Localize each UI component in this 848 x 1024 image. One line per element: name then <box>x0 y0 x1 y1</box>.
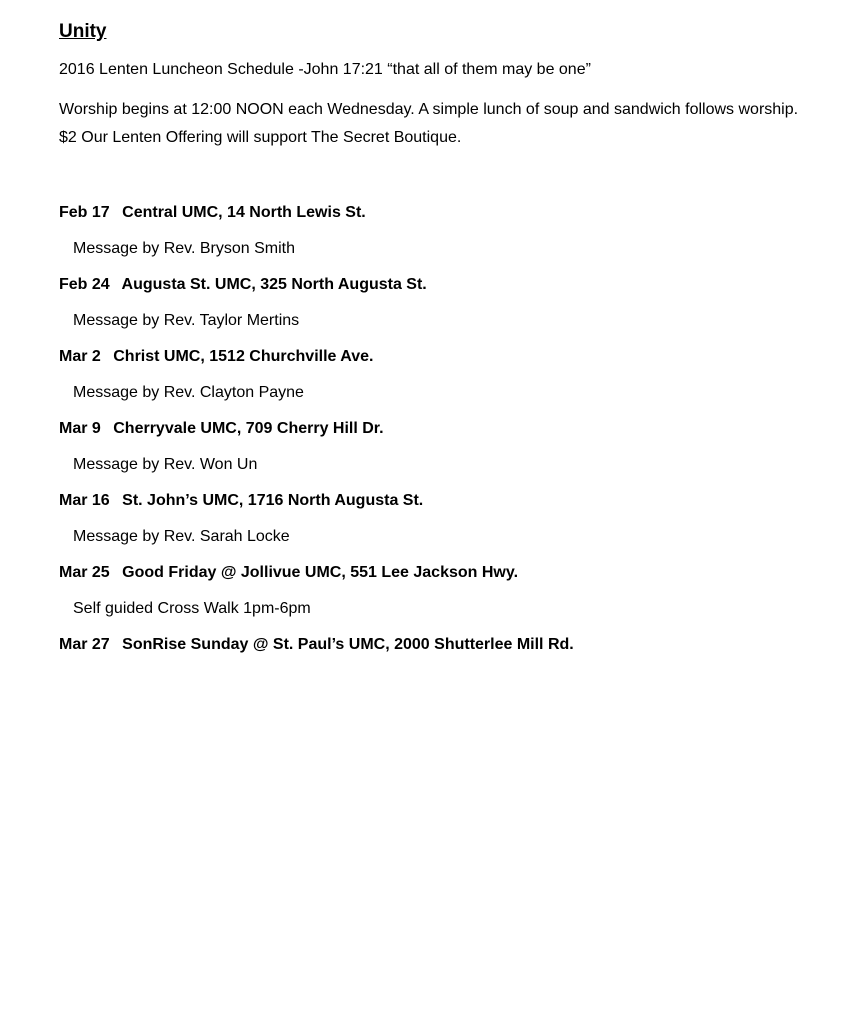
entry-heading <box>59 418 819 440</box>
entry-location: SonRise Sunday @ St. Paul’s UMC, 2000 Shutterlee Mill Rd. <box>122 636 574 653</box>
entry-date: Mar 16 <box>59 492 110 509</box>
entry-date: Mar 25 <box>59 564 110 581</box>
entry-detail: Message by Rev. Clayton Payne <box>73 384 304 401</box>
entry-detail: Message by Rev. Won Un <box>73 456 258 473</box>
entry-date: Feb 24 <box>59 276 110 293</box>
entry-location: Central UMC, 14 North Lewis St. <box>122 204 366 221</box>
schedule-entry <box>59 562 819 620</box>
document-page <box>59 20 819 672</box>
entry-date: Mar 9 <box>59 420 101 437</box>
schedule-entry <box>59 202 819 260</box>
entry-location: Augusta St. UMC, 325 North Augusta St. <box>121 276 427 293</box>
entry-heading <box>59 490 819 512</box>
schedule-subtitle: 2016 Lenten Luncheon Schedule -John 17:21 “that all of them may be one” <box>59 61 591 78</box>
entry-location: St. John’s UMC, 1716 North Augusta St. <box>122 492 424 509</box>
schedule-entry <box>59 418 819 476</box>
entry-heading <box>59 634 819 656</box>
entry-detail: Message by Rev. Bryson Smith <box>73 240 296 257</box>
luncheon-schedule <box>59 202 819 656</box>
schedule-entry <box>59 274 819 332</box>
entry-date: Feb 17 <box>59 204 110 221</box>
schedule-entry <box>59 490 819 548</box>
entry-location: Good Friday @ Jollivue UMC, 551 Lee Jackson Hwy. <box>122 564 519 581</box>
entry-heading <box>59 274 819 296</box>
schedule-entry <box>59 634 819 656</box>
entry-detail: Self guided Cross Walk 1pm-6pm <box>73 600 311 617</box>
entry-detail: Message by Rev. Taylor Mertins <box>73 312 300 329</box>
entry-heading <box>59 346 819 368</box>
entry-heading <box>59 562 819 584</box>
entry-location: Christ UMC, 1512 Churchville Ave. <box>113 348 374 365</box>
entry-date: Mar 27 <box>59 636 110 653</box>
entry-detail: Message by Rev. Sarah Locke <box>73 528 290 545</box>
schedule-entry <box>59 346 819 404</box>
entry-location: Cherryvale UMC, 709 Cherry Hill Dr. <box>113 420 384 437</box>
entry-date: Mar 2 <box>59 348 101 365</box>
intro-paragraph: Worship begins at 12:00 NOON each Wednesday. A simple lunch of soup and sandwich follows worship. $2 Our Lenten Offering will support The Secret Boutique. <box>59 101 799 146</box>
entry-heading <box>59 202 819 224</box>
document-title: Unity <box>59 21 107 42</box>
